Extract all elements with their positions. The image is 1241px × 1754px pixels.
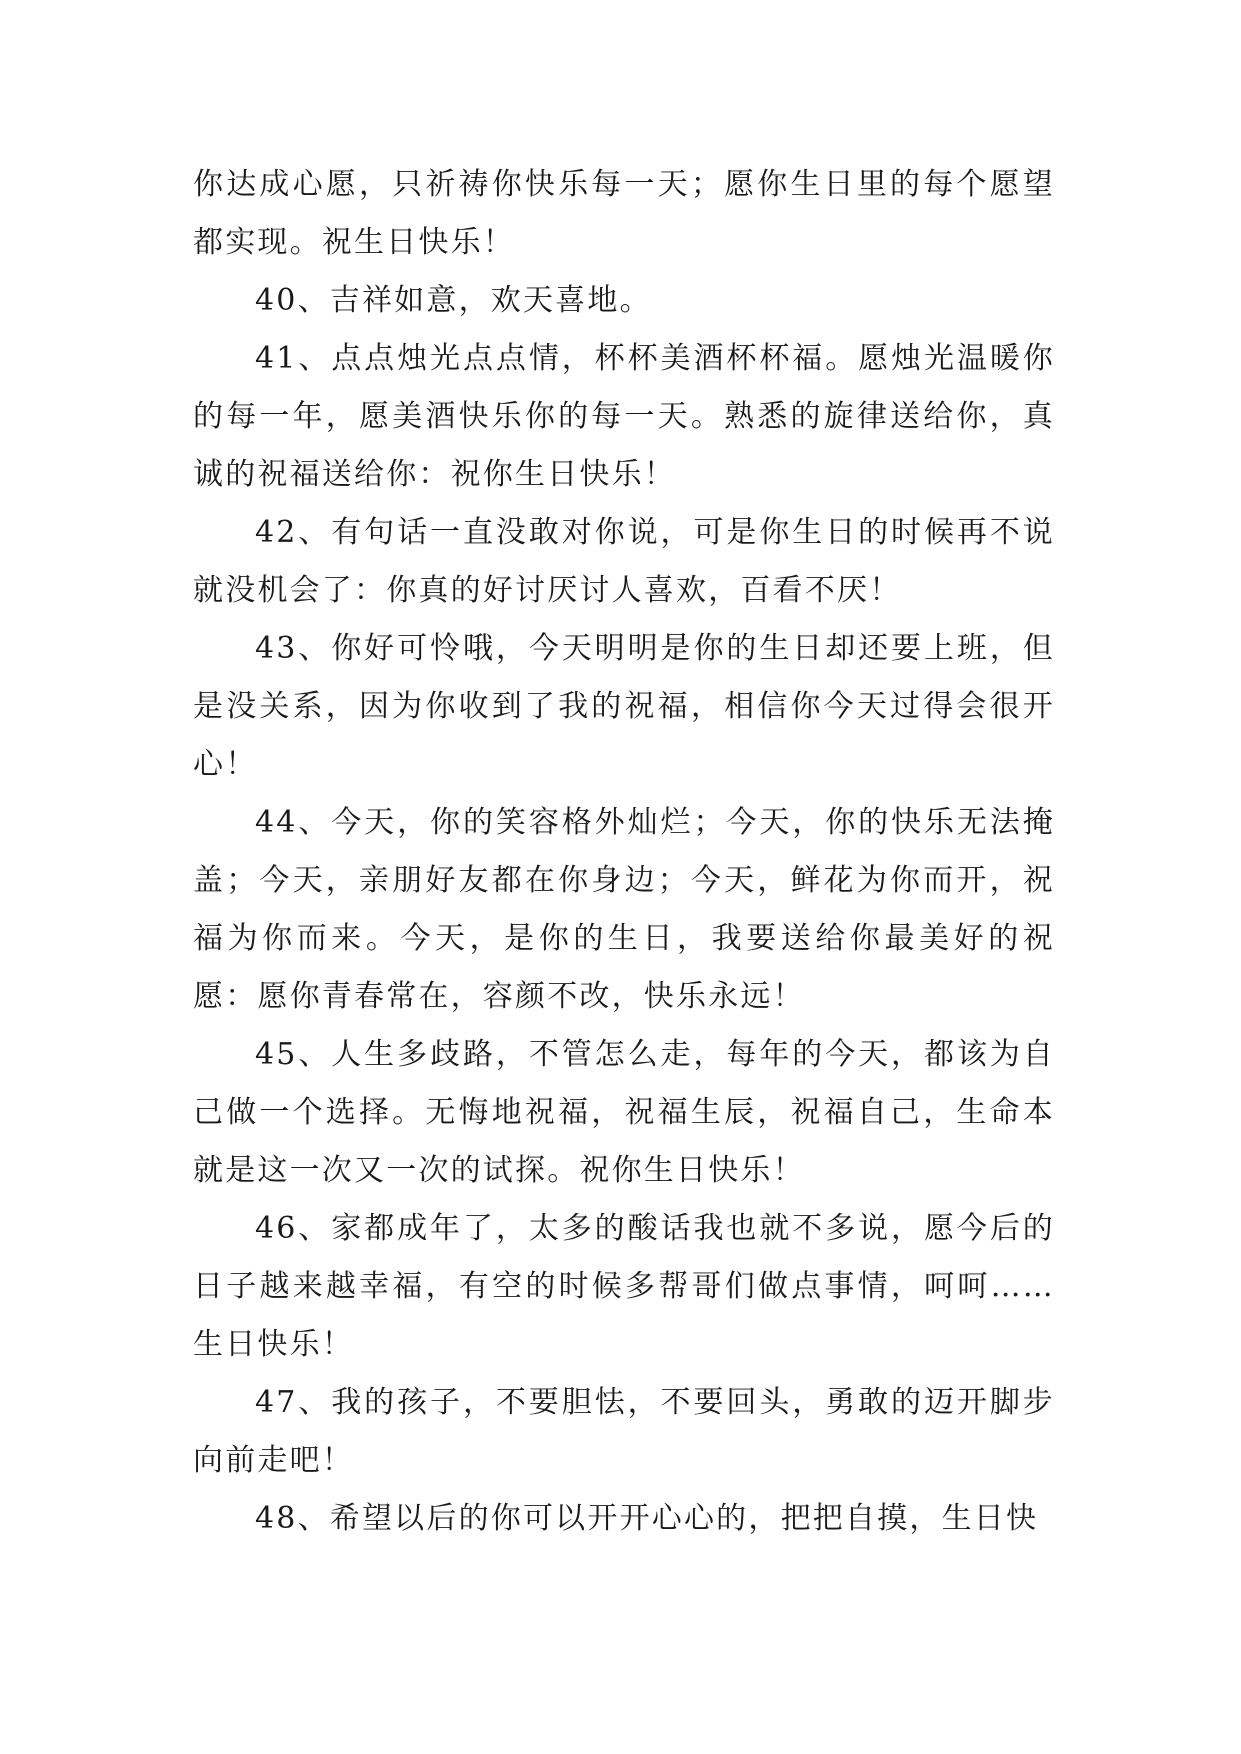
paragraph-46: 46、家都成年了，太多的酸话我也就不多说，愿今后的日子越来越幸福，有空的时候多帮哥们做点事情，呵呵……生日快乐！ <box>193 1211 1055 1362</box>
paragraph-41: 41、点点烛光点点情，杯杯美酒杯杯福。愿烛光温暖你的每一年，愿美酒快乐你的每一天。熟悉的旋律送给你，真诚的祝福送给你：祝你生日快乐！ <box>193 341 1055 492</box>
paragraph-43: 43、你好可怜哦，今天明明是你的生日却还要上班，但是没关系，因为你收到了我的祝福，相信你今天过得会很开心！ <box>193 631 1055 782</box>
paragraph-44: 44、今天，你的笑容格外灿烂；今天，你的快乐无法掩盖；今天，亲朋好友都在你身边；今天，鲜花为你而开，祝福为你而来。今天，是你的生日，我要送给你最美好的祝愿：愿你青春常在，容颜不改，快乐永远！ <box>193 805 1055 1014</box>
paragraph-48: 48、希望以后的你可以开开心心的，把把自摸，生日快 <box>255 1501 1039 1536</box>
paragraph-continuation: 你达成心愿，只祈祷你快乐每一天；愿你生日里的每个愿望都实现。祝生日快乐！ <box>193 167 1055 260</box>
document-body <box>193 156 1055 1548</box>
paragraph-40: 40、吉祥如意，欢天喜地。 <box>255 283 652 318</box>
paragraph-47: 47、我的孩子，不要胆怯，不要回头，勇敢的迈开脚步向前走吧！ <box>193 1385 1055 1478</box>
paragraph-45: 45、人生多歧路，不管怎么走，每年的今天，都该为自己做一个选择。无悔地祝福，祝福生辰，祝福自己，生命本就是这一次又一次的试探。祝你生日快乐！ <box>193 1037 1055 1188</box>
paragraph-42: 42、有句话一直没敢对你说，可是你生日的时候再不说就没机会了：你真的好讨厌讨人喜欢，百看不厌！ <box>193 515 1055 608</box>
